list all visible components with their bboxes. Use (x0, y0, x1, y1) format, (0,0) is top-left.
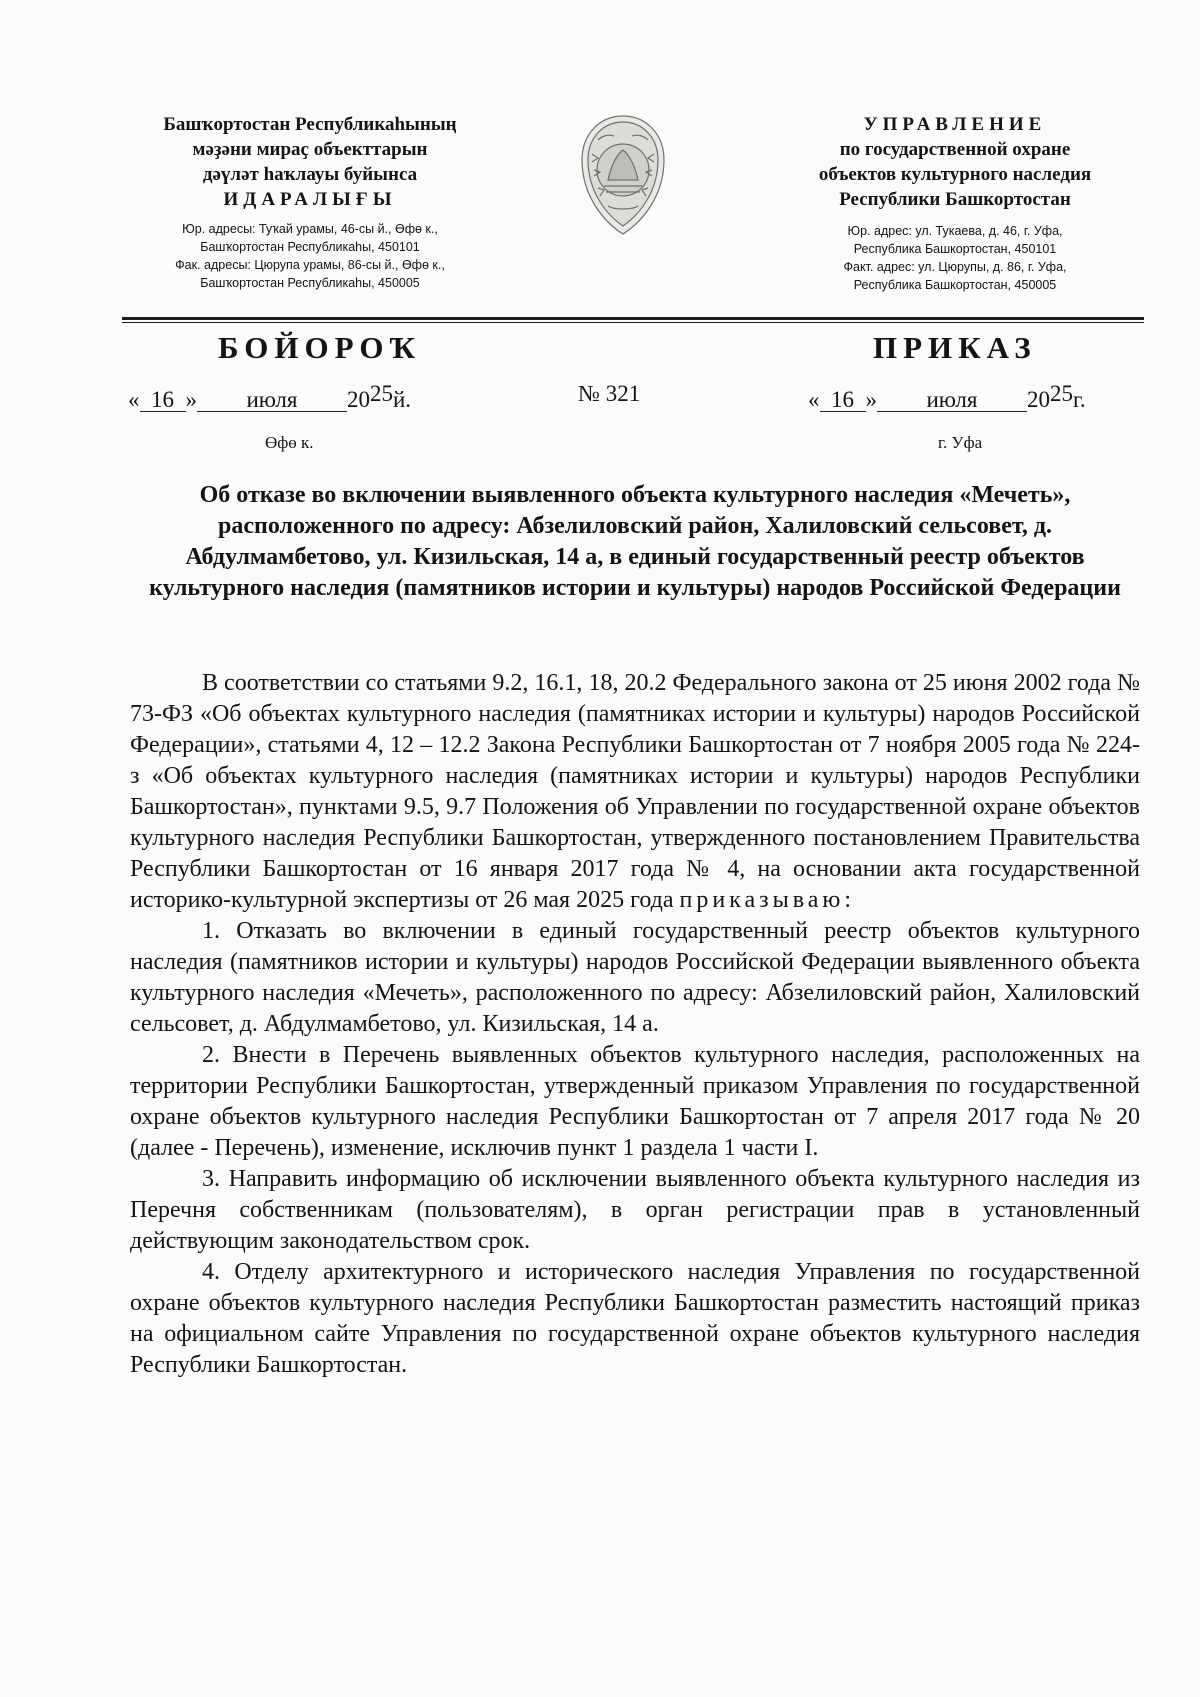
preamble-paragraph (130, 668, 1140, 916)
place-bashkir: Өфө к. (265, 433, 314, 452)
document-body (130, 668, 1140, 1381)
header-divider-thick (122, 317, 1144, 320)
place-russian: г. Уфа (938, 433, 983, 452)
date-left (128, 381, 411, 413)
order-item-1: 1. Отказать во включении в единый государственный реестр объектов культурного наследия (памятников истории и культуры) народов Российской Федерации выявленного объекта культурного наследия «Мечеть», расположенного по адресу: Абзелиловский район, Халиловский сельсовет, д. Абдулмамбетово, ул. Кизильская, 14 а. (130, 918, 1140, 1037)
order-word: приказываю: (679, 887, 856, 913)
header-right-line3: объектов культурного наследия (818, 164, 1092, 185)
date-left-year-suffix: 25 (370, 381, 393, 406)
date-left-open: « (128, 387, 140, 412)
header-left-line1: Башҡортостан Республикаһының (163, 114, 457, 135)
date-right (808, 381, 1086, 413)
header-left-address (130, 220, 490, 292)
date-left-month: июля (197, 389, 347, 412)
order-item-3: 3. Направить информацию об исключении выявленного объекта культурного наследия из Перечня собственникам (пользователям), в орган регистрации прав в установленный действующим законодательством срок. (130, 1166, 1140, 1254)
date-left-suffix: й. (393, 387, 412, 412)
coat-of-arms-icon (568, 110, 678, 240)
header-left-line3: дәүләт һаҡлауы буйынса (202, 164, 418, 185)
header-right-addr3: Факт. адрес: ул. Цюрупы, д. 86, г. Уфа, (843, 260, 1067, 274)
preamble-text: В соответствии со статьями 9.2, 16.1, 18, 20.2 Федерального закона от 25 июня 2002 года № 73-ФЗ «Об объектах культурного наследия (памятниках истории и культуры) народов Российской Федерации», статьями 4, 12 – 12.2 Закона Республики Башкортостан от 7 ноября 2005 года № 224-з «Об объектах культурного наследия (памятниках истории и культуры) народов Республики Башкортостан», пунктами 9.5, 9.7 Положения об Управлении по государственной охране объектов культурного наследия Республики Башкортостан, утвержденного постановлением Правительства Республики Башкортостан от 16 января 2017 года № 4, на основании акта государственной историко-культурной экспертизы от 26 мая 2025 года (130, 670, 1140, 913)
date-right-month: июля (877, 389, 1027, 412)
header-right-addr1: Юр. адрес: ул. Тукаева, д. 46, г. Уфа, (847, 224, 1063, 238)
header-left-addr3: Фак. адресы: Цюрупа урамы, 86-сы й., Өфө к., (175, 258, 445, 272)
date-right-close: » (865, 387, 877, 412)
date-left-day: 16 (140, 389, 186, 412)
header-left-addr2: Башҡортостан Республикаһы, 450101 (200, 240, 420, 254)
date-right-day: 16 (820, 389, 866, 412)
date-right-open: « (808, 387, 820, 412)
header-left-addr4: Башҡортостан Республикаһы, 450005 (200, 276, 420, 290)
doc-type-russian: ПРИКАЗ (873, 330, 1037, 365)
document-number: № 321 (578, 381, 641, 406)
doc-type-bashkir: БОЙОРОҠ (218, 330, 422, 365)
date-left-close: » (185, 387, 197, 412)
order-item-4: 4. Отделу архитектурного и исторического наследия Управления по государственной охране объектов культурного наследия Республики Башкортостан разместить настоящий приказ на официальном сайте Управления по государственной охране объектов культурного наследия Республики Башкортостан. (130, 1259, 1140, 1378)
date-right-year-suffix: 25 (1050, 381, 1073, 406)
header-right-addr2: Республика Башкортостан, 450101 (853, 242, 1057, 256)
date-left-year-prefix: 20 (347, 387, 370, 412)
header-left-line2: мәҙәни мираҫ объекттарын (192, 139, 428, 160)
header-left-line4: ИДАРАЛЫҒЫ (223, 189, 397, 210)
date-right-year-prefix: 20 (1027, 387, 1050, 412)
header-right-line2: по государственной охране (839, 139, 1071, 160)
header-right-line1: УПРАВЛЕНИЕ (863, 114, 1047, 135)
header-left-addr1: Юр. адресы: Туҡай урамы, 46-сы й., Өфө к., (182, 222, 438, 236)
header-divider-thin (122, 322, 1144, 323)
header-right-addr4: Республика Башкортостан, 450005 (853, 278, 1057, 292)
order-item-2: 2. Внести в Перечень выявленных объектов культурного наследия, расположенных на территории Республики Башкортостан, утвержденный приказом Управления по государственной охране объектов культурного наследия Республики Башкортостан от 7 апреля 2017 года № 20 (далее - Перечень), изменение, исключив пункт 1 раздела 1 части I. (130, 1042, 1140, 1161)
header-right-line4: Республики Башкортостан (839, 189, 1071, 210)
date-right-suffix: г. (1073, 387, 1086, 412)
header-right-address (770, 222, 1140, 294)
header-left (130, 112, 490, 292)
header-right (770, 112, 1140, 294)
document-title: Об отказе во включении выявленного объекта культурного наследия «Мечеть», расположенного по адресу: Абзелиловский район, Халиловский сельсовет, д. Абдулмамбетово, ул. Кизильская, 14 а, в единый государственный реестр объектов культурного наследия (памятников истории и культуры) народов Российской Федерации (149, 482, 1121, 601)
